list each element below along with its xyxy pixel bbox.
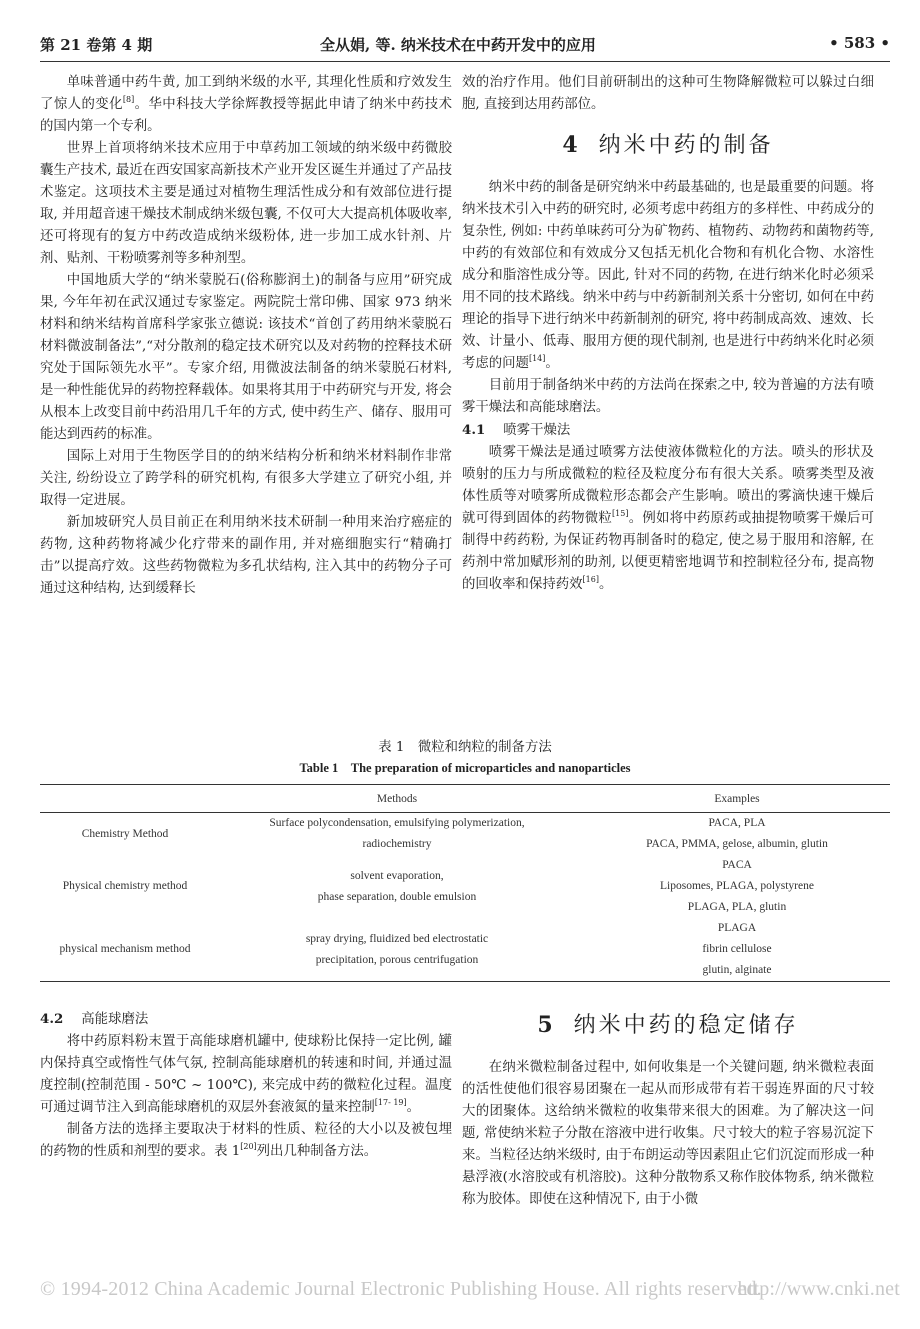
paragraph: 世界上首项将纳米技术应用于中草药加工领域的纳米级中药微胶囊生产技术, 最近在西安国家高新技术产业开发区诞生并通过了产品技术鉴定。这项技术主要是通过对植物生理活性成分和有效部位进行提取, 并用超音速干燥技术制成纳米级包囊, 不仅可大大提高机体吸收率, 还可将现有的复方中药改造成纳米级粉体, 进一步加工成水针剂、片剂、贴剂、干粉喷雾剂等多种剂型。 [40,141,452,266]
page-header [40,28,890,58]
copyright-text: © 1994-2012 China Academic Journal Electronic Publishing House. All rights reserved. [40,1278,762,1300]
table-header: Examples [584,785,890,813]
left-column-top [40,72,452,600]
table-caption-en: Table 1 The preparation of microparticles and nanoparticles [299,761,631,775]
table-cell: physical mechanism method [40,918,210,982]
cnki-url: http://www.cnki.net [737,1278,900,1300]
table-block [40,738,890,982]
table-cell: Chemistry Method [81,827,169,840]
paragraph: 目前用于制备纳米中药的方法尚在探索之中, 较为普遍的方法有喷雾干燥法和高能球磨法。 [462,378,874,415]
table-cell: Surface polycondensation, emulsifying polymerization, radiochemistry [269,817,525,850]
paragraph: 国际上对用于生物医学目的的纳米结构分析和纳米材料制作非常关注, 纷纷设立了跨学科的研究机构, 有很多大学建立了研究小组, 并取得一定进展。 [40,449,452,508]
paragraph: 中国地质大学的“纳米蒙脱石(俗称膨润土)的制备与应用”研究成果, 今年年初在武汉通过专家鉴定。两院院士常印佛、国家 973 纳米材料和纳米结构首席科学家张立德说: 该技术“首创了药用纳米蒙脱石材料微波制备法”,“对分散剂的稳定技术研究以及对药物的控释技术研究处于国际领先水平”。专家介绍, 用微波法制备的纳米蒙脱石材料, 是一种性能优异的药物控释载体。如果将其用于中药研究与开发, 将会从根本上改变目前中药沿用几千年的方式, 使中药生产、储存、服用可能达到西药的标准。 [40,273,452,442]
table-cell: PACA Liposomes, PLAGA, polystyrene PLAGA, PLA, glutin [660,859,814,913]
table-header: Methods [210,785,584,813]
left-column-bottom [40,1008,452,1163]
right-column-top [462,72,874,596]
paragraph: 纳米中药的制备是研究纳米中药最基础的, 也是最重要的问题。将纳米技术引入中药的研究时, 必须考虑中药组方的多样性、中药成分的复杂性, 例如: 中药单味药可分为矿物药、植物药、动物药和菌物药等, 中药的有效部位和有效成分又包括无机化合物和有机化合物、水溶性成分和脂溶性成分等。因此, 针对不同的药物, 在进行纳米化时必须采用不同的技术路线。纳米中药与中药新制剂关系十分密切, 如何在中药理论的指导下进行纳米中药新制剂的研究, 将中药制成高效、速效、长效、计量小、低毒、服用方便的现代制剂, 也是进行中药纳米化时必须考虑的问题[14]。 [462,180,874,371]
section-heading: 4 纳米中药的制备 [562,132,774,158]
paragraph: 将中药原料粉末置于高能球磨机罐中, 使球粉比保持一定比例, 罐内保持真空或惰性气体气氛, 控制高能球磨机的转速和时间, 并通过温度控制(控制范围 - 50℃ ~ 100℃), 来完成中药的微粒化过程。温度可通过调节注入到高能球磨机的双层外套液氮的量来控制[17- 19]。 [40,1034,452,1115]
preparation-methods-table [40,784,890,982]
table-cell: PLAGA fibrin cellulose glutin, alginate [584,918,890,982]
section-heading: 5 纳米中药的稳定储存 [537,1012,799,1038]
table-cell: Physical chemistry method [62,880,188,892]
journal-volume: 第 21 卷第 4 期 [40,36,153,54]
table-row [40,918,890,982]
subsection-heading: 4.2 高能球磨法 [40,1011,149,1027]
table-header-blank [40,785,210,813]
table-cell: solvent evaporation, phase separation, double emulsion [317,869,477,903]
subsection-heading: 4.1 喷雾干燥法 [462,422,571,438]
paragraph: 喷雾干燥法是通过喷雾方法使液体微粒化的方法。喷头的形状及喷射的压力与所成微粒的粒径及粒度分布有很大关系。喷雾类型及液体性质等对喷雾所成微粒形态都会产生影响。喷出的雾滴快速干燥后就可得到固体的药物微粒[15]。例如将中药原药或抽提物喷雾干燥后可制得中药药粉, 为保证药物再制备时的稳定, 使之易于服用和溶解, 在药剂中常加赋形剂的助剂, 以便更精密地调节和控制粒径分布, 提高物的回收率和保持药效[16]。 [462,445,874,592]
paragraph-continuation: 效的治疗作用。他们目前研制出的这种可生物降解微粒可以躲过白细胞, 直接到达用药部位。 [462,75,874,112]
copyright-watermark [40,1278,900,1301]
table-caption-cn: 表 1 微粒和纳粒的制备方法 [378,740,552,755]
table-row [40,813,890,856]
header-rule [40,61,890,62]
running-title: 全从娟, 等. 纳米技术在中药开发中的应用 [320,36,596,54]
paragraph: 新加坡研究人员目前正在利用纳米技术研制一种用来治疗癌症的药物, 这种药物将减少化疗带来的副作用, 并对癌细胞实行“精确打击”以提高疗效。这些药物微粒为多孔状结构, 注入其中的药物分子可通过这种结构, 达到缓释长 [40,515,452,596]
paragraph: 在纳米微粒制备过程中, 如何收集是一个关键问题, 纳米微粒表面的活性使他们很容易团聚在一起从而形成带有若干弱连界面的尺寸较大的团聚体。这给纳米微粒的收集带来很大的困难。为了解决这一问题, 常使纳米粒子分散在溶液中进行收集。尺寸较大的粒子容易沉淀下来。当粒径达纳米级时, 由于布朗运动等因素阻止它们沉淀而形成一种悬浮液(水溶胶或有机溶胶)。这种分散物系又称作胶体物系, 纳米微粒称为胶体。即使在这种情况下, 由于小微 [462,1060,874,1207]
table-cell: spray drying, fluidized bed electrostatic precipitation, porous centrifugation [210,918,584,982]
table-cell: PACA, PLA PACA, PMMA, gelose, albumin, glutin [646,817,828,850]
page-number: • 583 • [829,34,890,52]
paragraph: 制备方法的选择主要取决于材料的性质、粒径的大小以及被包埋的药物的性质和剂型的要求。表 1[20]列出几种制备方法。 [40,1122,452,1159]
right-column-bottom [462,1008,874,1211]
paragraph: 单味普通中药牛黄, 加工到纳米级的水平, 其理化性质和疗效发生了惊人的变化[8]。华中科技大学徐辉教授等据此申请了纳米中药技术的国内第一个专利。 [40,75,453,134]
table-row [40,855,890,918]
